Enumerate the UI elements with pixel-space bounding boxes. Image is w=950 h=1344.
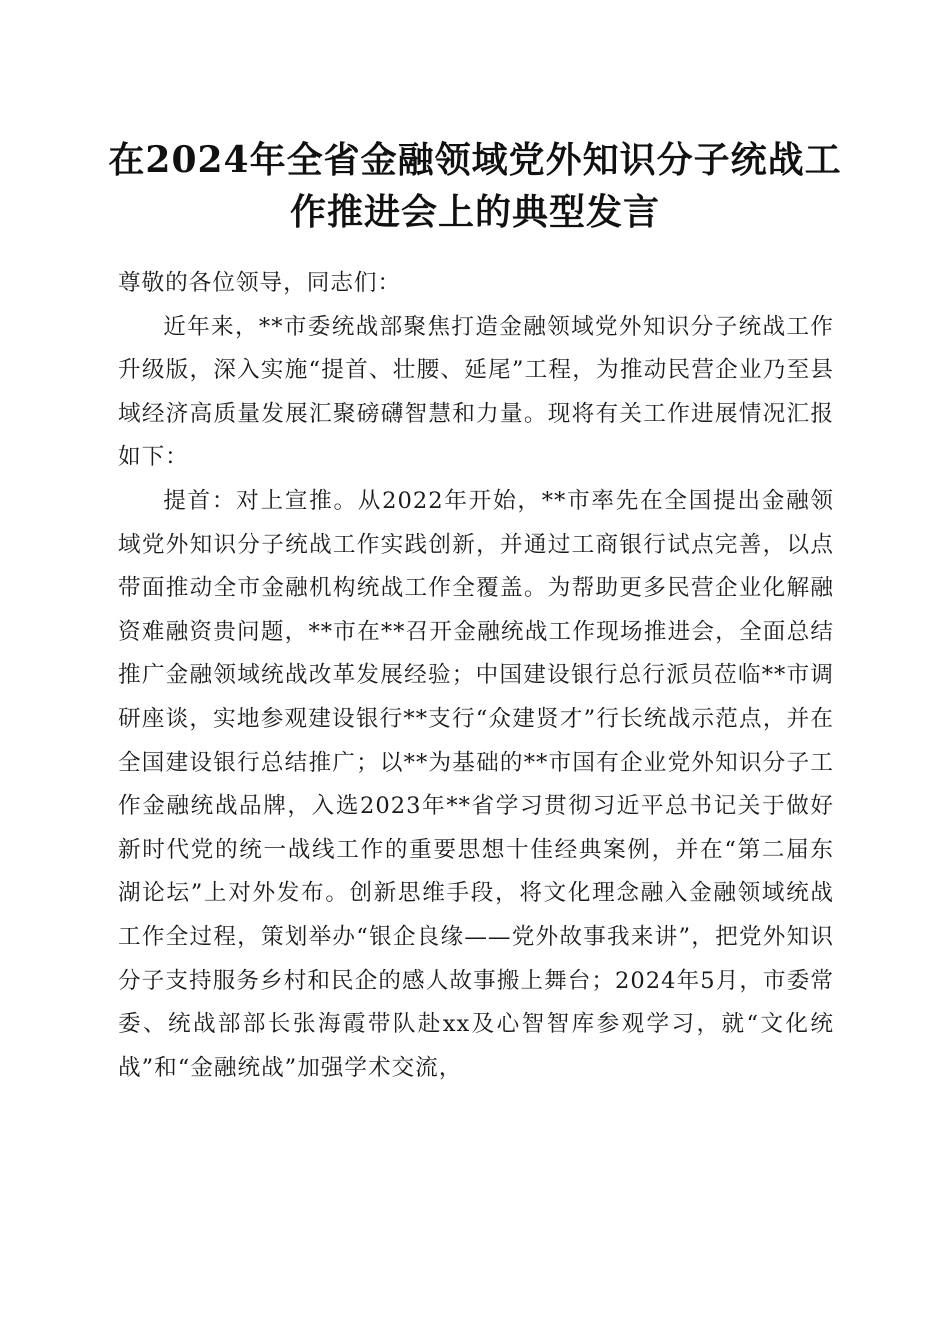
paragraph-intro: 近年来，**市委统战部聚焦打造金融领域党外知识分子统战工作升级版，深入实施“提首、壮腰、延尾”工程，为推动民营企业乃至县域经济高质量发展汇聚磅礴智慧和力量。现将有关工作进展情况汇报如下： bbox=[118, 313, 834, 471]
paragraph-tishou: 提首：对上宣推。从2022年开始，**市率先在全国提出金融领域党外知识分子统战工作实践创新，并通过工商银行试点完善，以点带面推动全市金融机构统战工作全覆盖。为帮助更多民营企业化解融资难融资贵问题，**市在**召开金融统战工作现场推进会，全面总结推广金融领域统战改革发展经验；中国建设银行总行派员莅临**市调研座谈，实地参观建设银行**支行“众建贤才”行长统战示范点，并在全国建设银行总结推广；以**为基础的**市国有企业党外知识分子工作金融统战品牌，入选2023年**省学习贯彻习近平总书记关于做好新时代党的统一战线工作的重要思想十佳经典案例，并在“第二届东湖论坛”上对外发布。创新思维手段，将文化理念融入金融领域统战工作全过程，策划举办“银企良缘——党外故事我来讲”，把党外知识分子支持服务乡村和民企的感人故事搬上舞台；2024年5月，市委常委、统战部部长张海霞带队赴xx及心智智库参观学习，就“文化统战”和“金融统战”加强学术交流， bbox=[118, 487, 834, 1081]
salutation: 尊敬的各位领导，同志们： bbox=[118, 270, 402, 296]
document-title: 在2024年全省金融领域党外知识分子统战工作推进会上的典型发言 bbox=[108, 139, 842, 233]
document-body bbox=[118, 262, 834, 1090]
